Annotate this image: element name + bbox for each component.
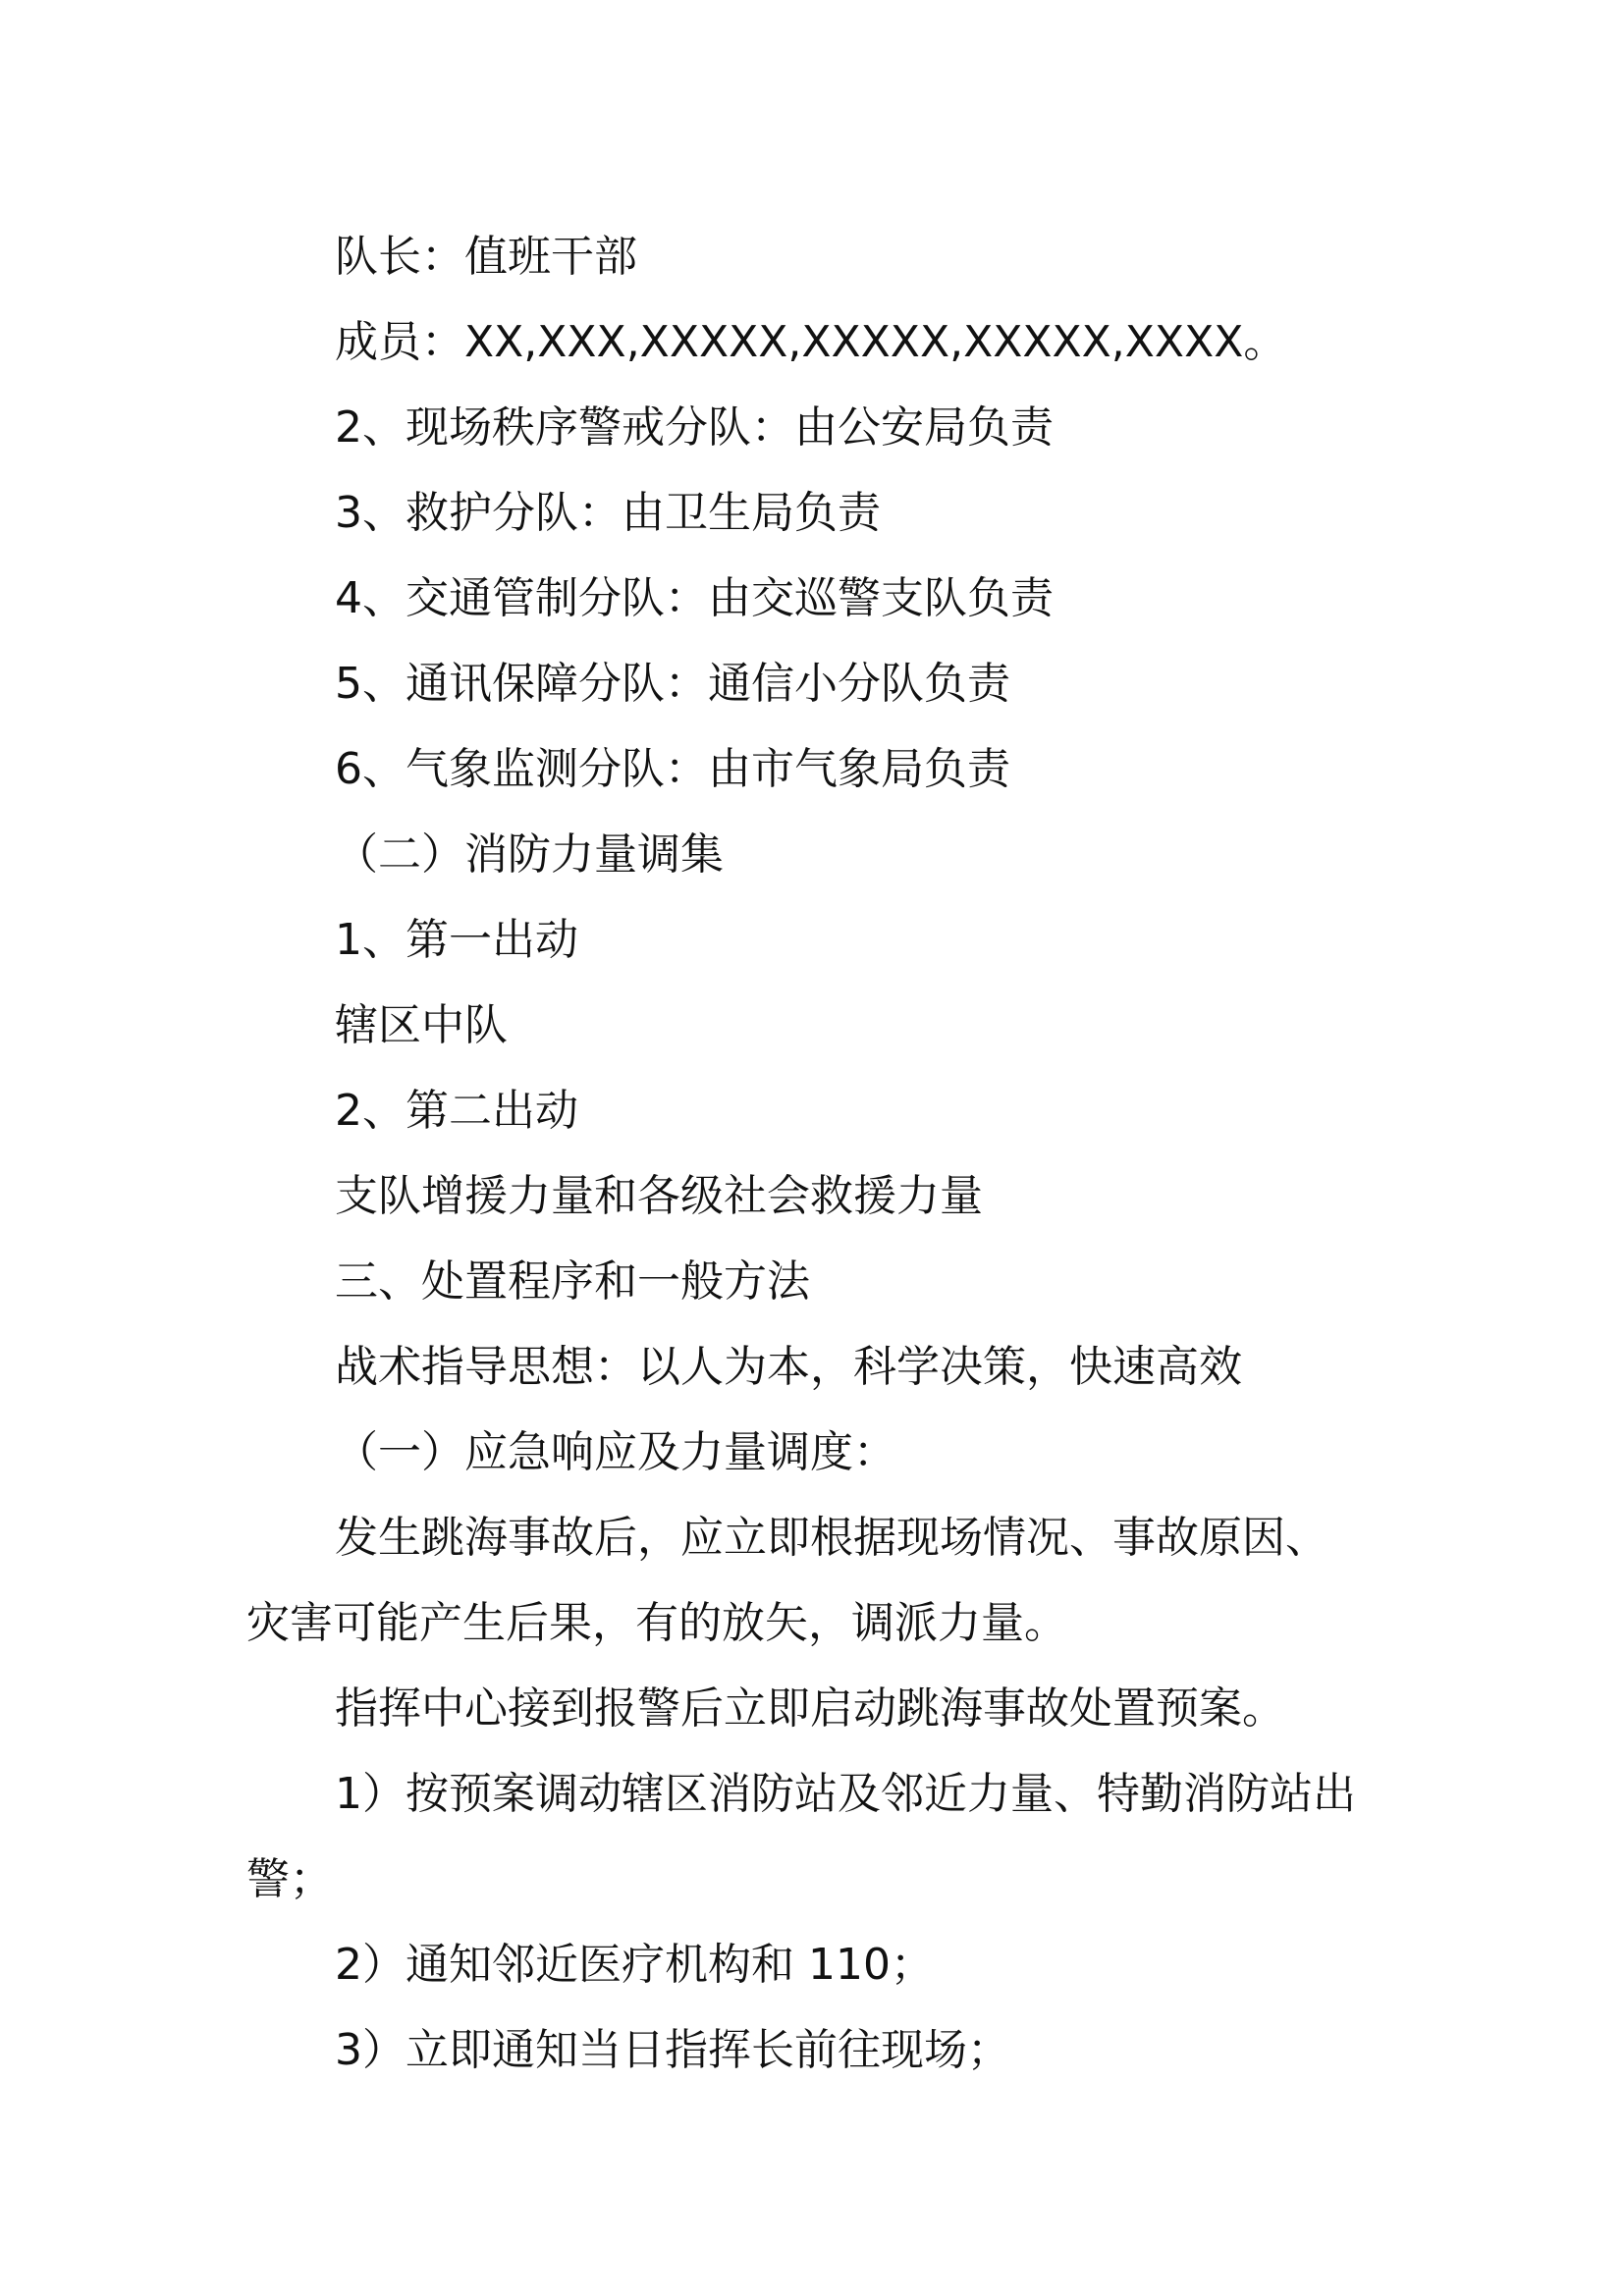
section-heading: （二）消防力量调集 (335, 829, 724, 880)
paragraph: 发生跳海事故后，应立即根据现场情况、事故原因、 (335, 1513, 1328, 1563)
team-members-line: 成员：XX,XXX,XXXXX,XXXXX,XXXXX,XXXX。 (335, 317, 1287, 367)
paragraph: 支队增援力量和各级社会救援力量 (335, 1171, 983, 1221)
list-item: 2、现场秩序警戒分队：由公安局负责 (335, 402, 1054, 453)
section-heading: 三、处置程序和一般方法 (335, 1256, 810, 1307)
list-item: 2）通知邻近医疗机构和 110； (335, 1940, 934, 1990)
list-item: 2、第二出动 (335, 1086, 578, 1136)
team-leader-line: 队长：值班干部 (335, 232, 637, 282)
paragraph: 战术指导思想：以人为本，科学决策，快速高效 (335, 1342, 1242, 1392)
list-item: 1）按预案调动辖区消防站及邻近力量、特勤消防站出 (335, 1769, 1356, 1819)
list-item: 5、通讯保障分队：通信小分队负责 (335, 659, 1010, 709)
list-item: 3）立即通知当日指挥长前往现场； (335, 2025, 1010, 2075)
list-item: 4、交通管制分队：由交巡警支队负责 (335, 573, 1054, 623)
paragraph: 辖区中队 (335, 1000, 508, 1050)
list-item: 1、第一出动 (335, 915, 578, 965)
list-item: 3、救护分队：由卫生局负责 (335, 488, 881, 538)
paragraph: 指挥中心接到报警后立即启动跳海事故处置预案。 (335, 1683, 1285, 1734)
list-item: 6、气象监测分队：由市气象局负责 (335, 744, 1010, 794)
paragraph: 警； (246, 1854, 333, 1904)
section-heading: （一）应急响应及力量调度： (335, 1427, 896, 1477)
paragraph: 灾害可能产生后果，有的放矢，调派力量。 (246, 1598, 1067, 1648)
